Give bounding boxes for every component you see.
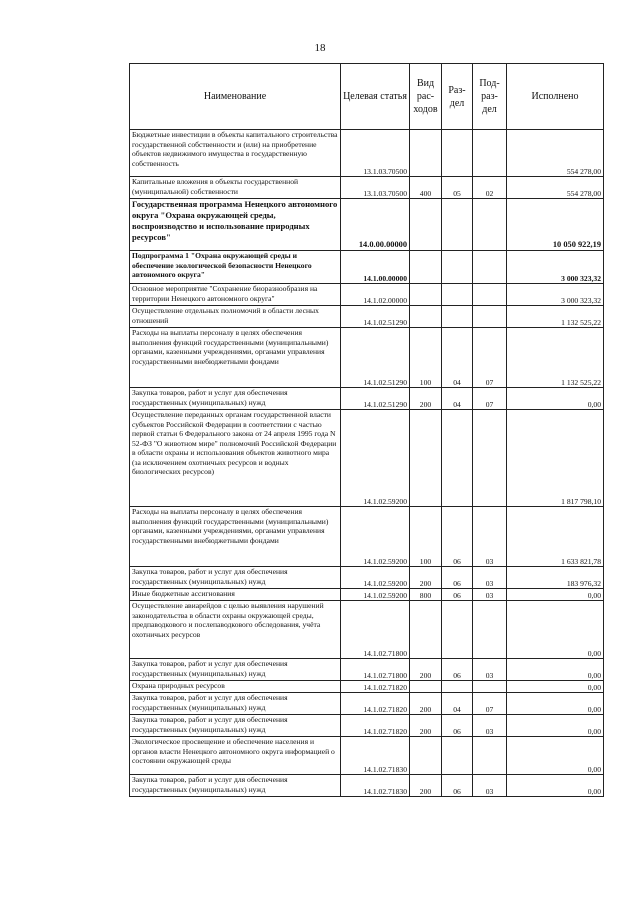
- table-row: [130, 410, 604, 507]
- table-row: [130, 388, 604, 410]
- row-subsection: 02: [473, 177, 507, 199]
- row-section: 06: [442, 715, 473, 737]
- row-amount: 1 132 525,22: [507, 328, 604, 388]
- row-amount: 0,00: [507, 775, 604, 797]
- row-type: [410, 130, 442, 177]
- row-type: 200: [410, 659, 442, 681]
- row-article: 14.1.02.59200: [341, 507, 410, 567]
- row-subsection: [473, 251, 507, 284]
- row-amount: 0,00: [507, 715, 604, 737]
- row-type: [410, 306, 442, 328]
- table-row: [130, 130, 604, 177]
- row-section: 06: [442, 507, 473, 567]
- table-row: [130, 589, 604, 601]
- row-section: 04: [442, 388, 473, 410]
- row-name: Закупка товаров, работ и услуг для обеспечения государственных (муниципальных) нужд: [130, 388, 341, 410]
- row-subsection: [473, 130, 507, 177]
- row-section: 04: [442, 328, 473, 388]
- row-name: Охрана природных ресурсов: [130, 681, 341, 693]
- row-amount: 10 050 922,19: [507, 199, 604, 251]
- row-amount: 1 817 798,10: [507, 410, 604, 507]
- row-section: 06: [442, 659, 473, 681]
- row-section: [442, 130, 473, 177]
- table-row-program: [130, 199, 604, 251]
- row-section: [442, 737, 473, 775]
- row-subsection: [473, 410, 507, 507]
- row-type: [410, 410, 442, 507]
- row-section: [442, 601, 473, 659]
- row-name: Расходы на выплаты персоналу в целях обеспечения выполнения функций государственными (муниципальными) органами, казенными учреждениями, органами управления государственными внебюджетными фондами: [130, 507, 341, 567]
- row-article: 14.1.02.71820: [341, 715, 410, 737]
- row-article: 14.1.02.71820: [341, 681, 410, 693]
- row-type: [410, 199, 442, 251]
- row-name: Капитальные вложения в объекты государственной (муниципальной) собственности: [130, 177, 341, 199]
- row-type: 800: [410, 589, 442, 601]
- table-row: [130, 306, 604, 328]
- table-row: [130, 284, 604, 306]
- row-article: 14.1.02.59200: [341, 589, 410, 601]
- row-type: [410, 284, 442, 306]
- row-name: Иные бюджетные ассигнования: [130, 589, 341, 601]
- row-amount: 0,00: [507, 659, 604, 681]
- row-section: [442, 306, 473, 328]
- row-subsection: [473, 681, 507, 693]
- header-article: Целевая статья: [341, 64, 410, 130]
- row-section: [442, 681, 473, 693]
- row-article: 14.1.02.71830: [341, 775, 410, 797]
- table-row: [130, 775, 604, 797]
- row-amount: 554 278,00: [507, 177, 604, 199]
- header-subsection: Под- раз- дел: [473, 64, 507, 130]
- row-type: 200: [410, 567, 442, 589]
- table-header-row: [130, 64, 604, 130]
- table-row: [130, 601, 604, 659]
- budget-table: [129, 63, 604, 797]
- row-type: [410, 681, 442, 693]
- row-amount: 0,00: [507, 589, 604, 601]
- row-type: 100: [410, 328, 442, 388]
- row-article: 14.1.02.71830: [341, 737, 410, 775]
- row-subsection: 03: [473, 567, 507, 589]
- page-number: 18: [314, 42, 326, 54]
- table-row: [130, 681, 604, 693]
- header-executed: Исполнено: [507, 64, 604, 130]
- row-article: 14.0.00.00000: [341, 199, 410, 251]
- row-type: [410, 251, 442, 284]
- row-section: 05: [442, 177, 473, 199]
- row-type: [410, 601, 442, 659]
- table-row: [130, 715, 604, 737]
- row-article: 14.1.02.59200: [341, 567, 410, 589]
- row-name: Закупка товаров, работ и услуг для обеспечения государственных (муниципальных) нужд: [130, 775, 341, 797]
- row-name: Осуществление переданных органам государственной власти субъектов Российской Федерации в соответствии с частью первой статьи 6 Федерального закона от 24 апреля 1995 года N 52-ФЗ "О животном мире" полномочий Российской Федерации в области охраны и использования объектов животного мира (за исключением охотничьих ресурсов и водных биологических ресурсов): [130, 410, 341, 507]
- row-amount: 1 633 821,78: [507, 507, 604, 567]
- row-subsection: 03: [473, 659, 507, 681]
- row-type: 400: [410, 177, 442, 199]
- row-name: Осуществление авиарейдов с целью выявления нарушений законодательства в области охраны окружающей среды, предпаводкового и послепаводкового обследования, учёта охотничьих ресурсов: [130, 601, 341, 659]
- row-amount: 0,00: [507, 601, 604, 659]
- row-article: 13.1.03.70500: [341, 130, 410, 177]
- row-amount: 0,00: [507, 681, 604, 693]
- row-section: [442, 199, 473, 251]
- row-article: 14.1.02.71820: [341, 693, 410, 715]
- row-name: Осуществление отдельных полномочий в области лесных отношений: [130, 306, 341, 328]
- table-row: [130, 737, 604, 775]
- row-subsection: 03: [473, 715, 507, 737]
- table-row: [130, 567, 604, 589]
- row-name: Основное мероприятие "Сохранение биоразнообразия на территории Ненецкого автономного округа": [130, 284, 341, 306]
- row-amount: 0,00: [507, 737, 604, 775]
- header-name: Наименование: [130, 64, 341, 130]
- row-name: Закупка товаров, работ и услуг для обеспечения государственных (муниципальных) нужд: [130, 659, 341, 681]
- row-name: Расходы на выплаты персоналу в целях обеспечения выполнения функций государственными (муниципальными) органами, казенными учреждениями, органами управления государственными внебюджетными фондами: [130, 328, 341, 388]
- row-amount: 554 278,00: [507, 130, 604, 177]
- row-amount: 1 132 525,22: [507, 306, 604, 328]
- row-article: 14.1.02.51290: [341, 306, 410, 328]
- row-type: 200: [410, 693, 442, 715]
- row-subsection: 03: [473, 589, 507, 601]
- row-type: 200: [410, 715, 442, 737]
- row-article: 14.1.02.71800: [341, 601, 410, 659]
- table-row-subprogram: [130, 251, 604, 284]
- row-section: [442, 410, 473, 507]
- row-subsection: [473, 601, 507, 659]
- row-amount: 0,00: [507, 693, 604, 715]
- row-article: 14.1.02.51290: [341, 388, 410, 410]
- row-section: [442, 251, 473, 284]
- row-article: 14.1.02.51290: [341, 328, 410, 388]
- row-article: 14.1.00.00000: [341, 251, 410, 284]
- header-section: Раз- дел: [442, 64, 473, 130]
- row-section: [442, 284, 473, 306]
- table-row: [130, 507, 604, 567]
- row-article: 14.1.02.71800: [341, 659, 410, 681]
- row-subsection: [473, 284, 507, 306]
- row-name: Закупка товаров, работ и услуг для обеспечения государственных (муниципальных) нужд: [130, 567, 341, 589]
- row-subsection: [473, 737, 507, 775]
- table-row: [130, 693, 604, 715]
- row-name: Закупка товаров, работ и услуг для обеспечения государственных (муниципальных) нужд: [130, 715, 341, 737]
- header-expense-type: Вид рас- ходов: [410, 64, 442, 130]
- row-section: 06: [442, 775, 473, 797]
- row-article: 14.1.02.00000: [341, 284, 410, 306]
- row-article: 13.1.03.70500: [341, 177, 410, 199]
- row-amount: 183 976,32: [507, 567, 604, 589]
- row-type: 200: [410, 388, 442, 410]
- row-name: Бюджетные инвестиции в объекты капитального строительства государственной собственности и (или) на приобретение объектов недвижимого имущества в государственную собственность: [130, 130, 341, 177]
- row-name: Государственная программа Ненецкого автономного округа "Охрана окружающей среды, воспроизводство и использование природных ресурсов": [130, 199, 341, 251]
- row-type: 200: [410, 775, 442, 797]
- row-subsection: 03: [473, 775, 507, 797]
- table-row: [130, 659, 604, 681]
- row-section: 06: [442, 589, 473, 601]
- row-type: [410, 737, 442, 775]
- row-subsection: [473, 199, 507, 251]
- row-amount: 0,00: [507, 388, 604, 410]
- row-name: Закупка товаров, работ и услуг для обеспечения государственных (муниципальных) нужд: [130, 693, 341, 715]
- row-article: 14.1.02.59200: [341, 410, 410, 507]
- row-section: 04: [442, 693, 473, 715]
- row-subsection: [473, 306, 507, 328]
- row-amount: 3 000 323,32: [507, 284, 604, 306]
- table-row: [130, 177, 604, 199]
- row-subsection: 07: [473, 328, 507, 388]
- row-name: Экологическое просвещение и обеспечение населения и органов власти Ненецкого автономного округа информацией о состоянии окружающей среды: [130, 737, 341, 775]
- row-section: 06: [442, 567, 473, 589]
- table-row: [130, 328, 604, 388]
- row-type: 100: [410, 507, 442, 567]
- row-name: Подпрограмма 1 "Охрана окружающей среды и обеспечение экологической безопасности Ненецкого автономного округа": [130, 251, 341, 284]
- row-subsection: 07: [473, 388, 507, 410]
- row-amount: 3 000 323,32: [507, 251, 604, 284]
- row-subsection: 07: [473, 693, 507, 715]
- row-subsection: 03: [473, 507, 507, 567]
